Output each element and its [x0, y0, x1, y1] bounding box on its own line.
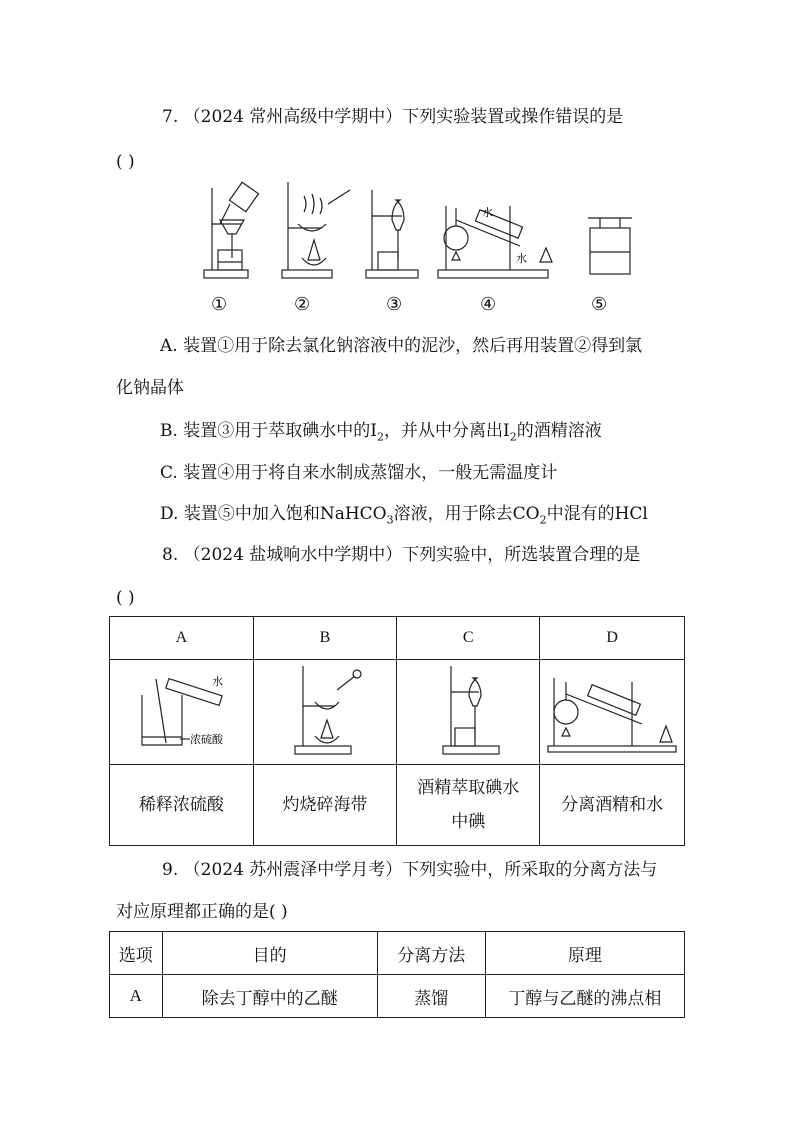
label-2: ② [294, 294, 311, 315]
dilution-beaker-icon [126, 665, 236, 755]
label-4: ④ [480, 294, 497, 315]
q7-question-text: 7. （2024 常州高级中学期中）下列实验装置或操作错误的是 [162, 107, 624, 127]
q8-figure-c [397, 660, 540, 765]
q8-question-text: 8. （2024 盐城响水中学期中）下列实验中，所选装置合理的是 [162, 545, 641, 565]
water-label-1: 水 [482, 206, 493, 219]
q9-header-purpose: 目的 [162, 932, 377, 975]
q8-options-table [109, 616, 685, 846]
q8-desc-a: 稀释浓硫酸 [110, 765, 254, 846]
q9-question-line2: 对应原理都正确的是( ) [116, 902, 288, 922]
distillation-apparatus-icon [544, 662, 680, 758]
q7-option-a-line2: 化钠晶体 [116, 378, 184, 398]
q8-header-c: C [397, 617, 540, 660]
q8-header-d: D [540, 617, 685, 660]
q9-header-method: 分离方法 [377, 932, 485, 975]
svg-text:浓硫酸: 浓硫酸 [190, 732, 224, 746]
label-1: ① [211, 294, 228, 315]
q7-option-b: B. 装置③用于萃取碘水中的$I_2$，并从中分离出$I_2$的酒精溶液 [160, 421, 602, 444]
q8-figure-d [540, 660, 685, 765]
q7-option-d: D. 装置⑤中加入饱和NaHCO$_3$溶液，用于除去$CO_2$中混有的HCl [160, 504, 648, 527]
q8-desc-c: 酒精萃取碘水 中碘 [397, 765, 540, 846]
q8-desc-d: 分离酒精和水 [540, 765, 685, 846]
svg-text:水: 水 [212, 674, 224, 688]
gas-washing-bottle-icon [588, 218, 632, 274]
q7-apparatus-labels [0, 294, 794, 318]
q9-options-table [109, 931, 685, 1018]
separatory-funnel-icon [366, 190, 418, 278]
q8-desc-b: 灼烧碎海带 [253, 765, 396, 846]
label-3: ③ [386, 294, 403, 315]
filtration-apparatus-icon [204, 182, 259, 278]
q8-header-a: A [110, 617, 254, 660]
q9-header-principle: 原理 [485, 932, 684, 975]
distillation-apparatus-icon [438, 206, 552, 278]
evaporation-apparatus-icon [282, 182, 350, 278]
q7-option-c: C. 装置④用于将自来水制成蒸馏水，一般无需温度计 [160, 463, 558, 483]
q8-figure-b [253, 660, 396, 765]
label-5: ⑤ [591, 294, 608, 315]
q9-row-a-method: 蒸馏 [377, 975, 485, 1018]
q7-option-a-line1: A. 装置①用于除去氯化钠溶液中的泥沙，然后再用装置②得到氯 [160, 336, 643, 356]
q9-row-a-purpose: 除去丁醇中的乙醚 [162, 975, 377, 1018]
water-label-2: 水 [516, 252, 527, 265]
q8-figure-a [110, 660, 254, 765]
q9-row-a-principle: 丁醇与乙醚的沸点相 [485, 975, 684, 1018]
q9-row-a-option: A [110, 975, 163, 1018]
crucible-heating-icon [275, 662, 375, 758]
q9-header-option: 选项 [110, 932, 163, 975]
q7-apparatus-figure [190, 176, 640, 288]
q8-header-b: B [253, 617, 396, 660]
separatory-funnel-icon [423, 662, 513, 758]
q8-answer-blank: ( ) [116, 588, 135, 608]
q9-question-line1: 9. （2024 苏州震泽中学月考）下列实验中，所采取的分离方法与 [162, 860, 658, 880]
q7-answer-blank: ( ) [116, 152, 135, 172]
